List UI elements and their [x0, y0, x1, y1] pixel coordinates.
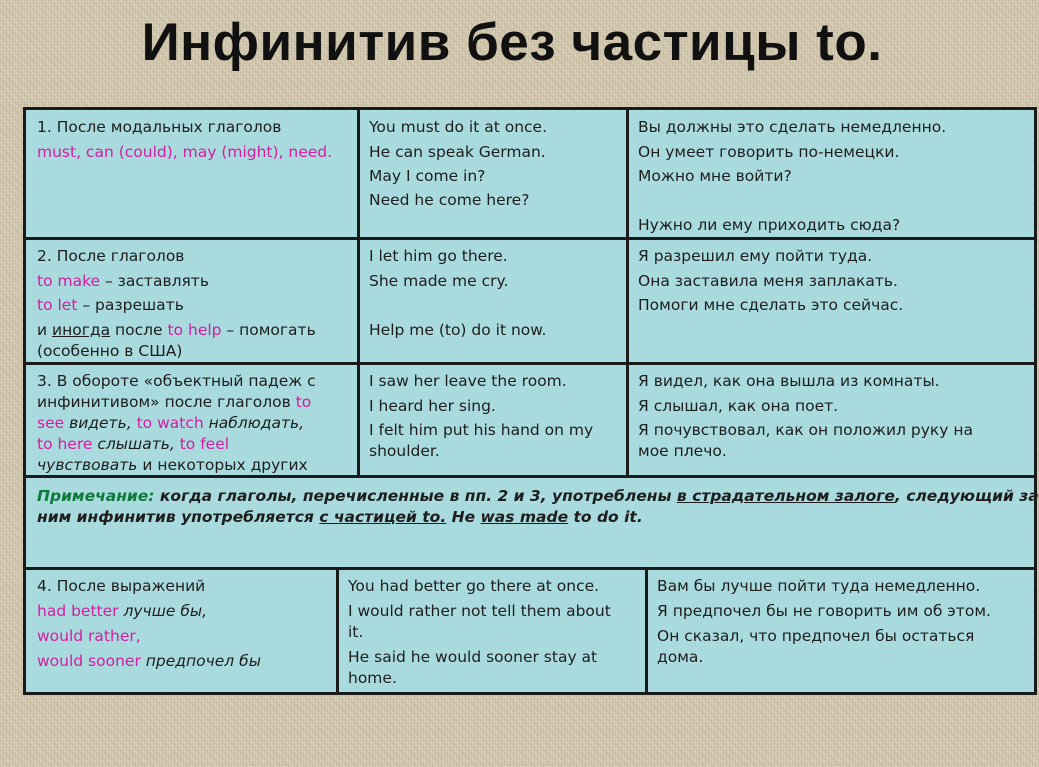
example-line: home.: [348, 669, 397, 687]
translation-line: Я почувствовал, как он положил руку на: [638, 421, 974, 439]
example-line: shoulder.: [369, 442, 440, 460]
rule-heading: 2. После глаголов: [37, 247, 185, 265]
rule-heading: 1. После модальных глаголов: [37, 118, 282, 136]
note-line: (особенно в США): [37, 342, 183, 360]
translation-line: Можно мне войти?: [638, 167, 792, 185]
modal-verbs-list: must, can (could), may (might), need.: [37, 143, 333, 161]
verb: to feel: [179, 435, 230, 453]
row-divider: [26, 362, 1034, 365]
translation-line: Он умеет говорить по-немецки.: [638, 143, 900, 161]
text: ним инфинитив употребляется: [37, 508, 320, 526]
translation-line: Помоги мне сделать это сейчас.: [638, 296, 904, 314]
verb: see: [37, 414, 65, 432]
verb-translation: – заставлять: [100, 272, 209, 290]
verb: to make: [37, 272, 101, 290]
expression-translation: лучше бы,: [118, 602, 208, 620]
translation-line: Я слышал, как она поет.: [638, 397, 839, 415]
expression-line: [37, 602, 207, 620]
text: и некоторых других: [137, 456, 308, 474]
expression: would rather,: [37, 627, 141, 645]
row-divider: [26, 237, 1034, 240]
example-line: I would rather not tell them about: [348, 602, 611, 620]
verb-line: [37, 296, 184, 314]
expression-line: [37, 652, 261, 670]
text: to do it.: [568, 508, 643, 526]
verb: to here: [37, 435, 93, 453]
example-line: You had better go there at once.: [348, 577, 600, 595]
rule-heading: 3. В обороте «объектный падеж с: [37, 372, 316, 390]
verb-translation: чувствовать: [37, 456, 138, 474]
example-line: Need he come here?: [369, 191, 530, 209]
example-line: He said he would sooner stay at: [348, 648, 598, 666]
expression-translation: предпочел бы: [140, 652, 261, 670]
translation-line: Она заставила меня заплакать.: [638, 272, 898, 290]
example-line: He can speak German.: [369, 143, 546, 161]
rule-line: [37, 414, 304, 432]
verb: to: [295, 393, 312, 411]
example-line: I saw her leave the room.: [369, 372, 567, 390]
text: инфинитивом» после глаголов: [37, 393, 296, 411]
example-line: I let him go there.: [369, 247, 508, 265]
translation-line: Он сказал, что предпочел бы остаться: [657, 627, 975, 645]
column-divider: [626, 110, 629, 475]
example-line: I felt him put his hand on my: [369, 421, 594, 439]
translation-line: Нужно ли ему приходить сюда?: [638, 216, 901, 234]
underlined-text: was made: [480, 508, 569, 526]
note-label: Примечание:: [37, 487, 155, 505]
verb-translation: слышать,: [92, 435, 180, 453]
verb-translation: наблюдать,: [203, 414, 305, 432]
verb: to watch: [136, 414, 204, 432]
verb-line: [37, 272, 209, 290]
rules-table: [23, 107, 1037, 571]
column-divider: [336, 570, 339, 692]
rule-line: [37, 393, 311, 411]
example-line: Help me (to) do it now.: [369, 321, 547, 339]
verb-translation: видеть,: [64, 414, 137, 432]
verb-line: [37, 321, 316, 339]
rule-line: [37, 456, 308, 474]
example-line: it.: [348, 623, 364, 641]
note-line: [37, 487, 1039, 505]
example-line: You must do it at once.: [369, 118, 548, 136]
verb-translation: – помогать: [221, 321, 316, 339]
column-divider: [357, 110, 360, 475]
column-divider: [645, 570, 648, 692]
translation-line: Вам бы лучше пойти туда немедленно.: [657, 577, 981, 595]
text: He: [446, 508, 481, 526]
text: после: [110, 321, 168, 339]
verb-translation: – разрешать: [77, 296, 184, 314]
underlined-text: в страдательном залоге: [676, 487, 895, 505]
page-title: Инфинитив без частицы to.: [141, 13, 883, 72]
underlined-text: иногда: [52, 321, 111, 339]
row-divider: [26, 475, 1034, 478]
text: когда глаголы, перечисленные в пп. 2 и 3, употреблены: [154, 487, 677, 505]
translation-line: Я предпочел бы не говорить им об этом.: [657, 602, 991, 620]
note-line: [37, 508, 643, 526]
translation-line: Я разрешил ему пойти туда.: [638, 247, 873, 265]
example-line: She made me cry.: [369, 272, 509, 290]
example-line: I heard her sing.: [369, 397, 496, 415]
rule-line: [37, 435, 229, 453]
expressions-table: [23, 567, 1037, 695]
verb: to let: [37, 296, 78, 314]
translation-line: Вы должны это сделать немедленно.: [638, 118, 947, 136]
underlined-text: с частицей to.: [319, 508, 447, 526]
translation-line: Я видел, как она вышла из комнаты.: [638, 372, 940, 390]
translation-line: мое плечо.: [638, 442, 727, 460]
expression: would sooner: [37, 652, 141, 670]
text: и: [37, 321, 53, 339]
example-line: May I come in?: [369, 167, 486, 185]
translation-line: дома.: [657, 648, 704, 666]
text: , следующий за: [894, 487, 1039, 505]
expression: had better: [37, 602, 119, 620]
rule-heading: 4. После выражений: [37, 577, 206, 595]
verb: to help: [167, 321, 222, 339]
